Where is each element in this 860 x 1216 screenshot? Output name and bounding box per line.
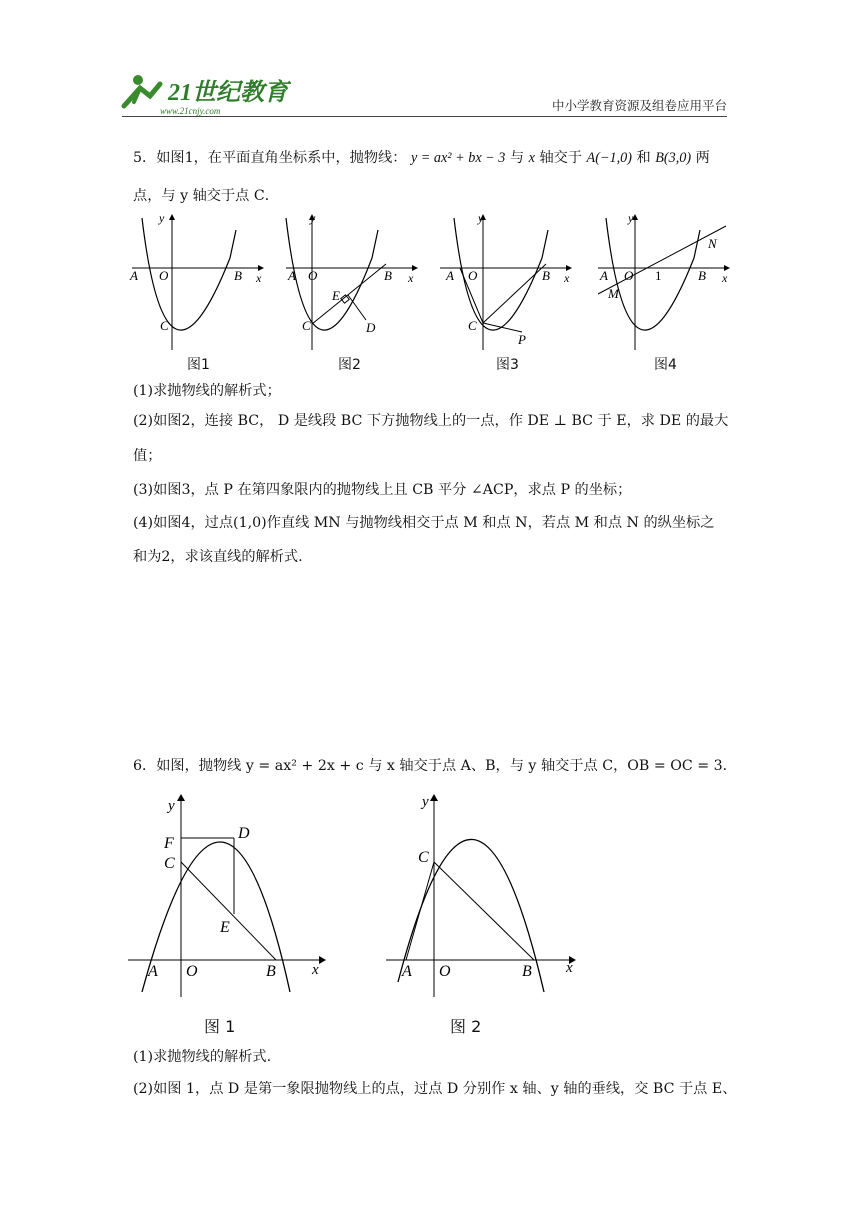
q5-point-a: A(−1,0) — [586, 150, 632, 166]
site-name: 中小学教育资源及组卷应用平台 — [551, 98, 727, 113]
q5-part4-line1: (4)如图4，过点(1,0)作直线 MN 与抛物线相交于点 M 和点 N，若点 M 和点 N 的纵坐标之 — [133, 515, 715, 531]
q5-part2-line2: 值； — [133, 448, 162, 464]
q6-fig2-caption: 图 2 — [450, 1017, 482, 1036]
q6-part1: (1)求抛物线的解析式. — [133, 1049, 272, 1065]
q5-figure-4 — [594, 210, 734, 355]
q5-point-b: B(3,0) — [655, 150, 692, 166]
label-o: O — [468, 268, 478, 283]
q5-part4-line2: 和为2，求该直线的解析式. — [133, 549, 303, 565]
q5-part2-line1: (2)如图2，连接 BC， D 是线段 BC 下方抛物线上的一点，作 DE ⊥ BC 于 E，求 DE 的最大 — [133, 413, 729, 429]
label-d: D — [238, 825, 250, 842]
q5-stem-line2: 点，与 y 轴交于点 C． — [133, 188, 279, 204]
q5-text-he: 和 — [636, 150, 651, 166]
q5-fig1-caption: 图1 — [187, 357, 210, 373]
label-o: O — [186, 963, 198, 980]
q6-fig1-caption: 图 1 — [204, 1017, 236, 1036]
label-c: C — [418, 849, 429, 866]
label-c: C — [160, 318, 169, 333]
q5-fig4-caption: 图4 — [654, 357, 677, 373]
label-o: O — [624, 268, 634, 283]
label-x: x — [566, 960, 573, 976]
label-c: C — [468, 318, 477, 333]
label-e: E — [220, 919, 230, 936]
label-o: O — [439, 963, 451, 980]
label-b: B — [522, 963, 532, 980]
label-a: A — [130, 268, 138, 283]
q6-stem: 6．如图，抛物线 y = ax² + 2x + c 与 x 轴交于点 A、B，与 y 轴交于点 C，OB = OC = 3． — [133, 758, 737, 774]
label-one: 1 — [655, 268, 662, 283]
label-e: E — [332, 288, 340, 303]
label-y: y — [159, 211, 165, 225]
q5-text-two: 两 — [695, 150, 710, 166]
label-f: F — [164, 835, 174, 852]
q5-text-and: 与 — [509, 150, 525, 166]
label-o: O — [308, 268, 318, 283]
q5-fig3-caption: 图3 — [496, 357, 519, 373]
q5-stem-line1 — [133, 148, 733, 168]
label-d: D — [366, 320, 376, 335]
q5-part1: (1)求抛物线的解析式； — [133, 383, 281, 399]
label-a: A — [148, 963, 158, 980]
label-y: y — [422, 794, 429, 810]
label-x: x — [312, 962, 319, 978]
label-p: P — [518, 332, 526, 347]
label-b: B — [698, 268, 706, 283]
q5-figure-1 — [128, 210, 268, 355]
label-a: A — [446, 268, 454, 283]
label-x: x — [564, 271, 570, 285]
q5-figure-3 — [436, 210, 576, 355]
q5-intro: 5．如图1，在平面直角坐标系中，抛物线： — [133, 150, 407, 166]
logo-url: www.21cnjy.com — [160, 106, 221, 116]
label-b: B — [266, 963, 276, 980]
label-b: B — [234, 268, 242, 283]
label-y: y — [168, 798, 175, 814]
label-c: C — [302, 318, 311, 333]
q6-figure-2 — [382, 792, 592, 1002]
label-y: y — [478, 211, 484, 225]
label-b: B — [542, 268, 550, 283]
q5-x: x — [528, 150, 535, 166]
q6-part2: (2)如图 1，点 D 是第一象限抛物线上的点，过点 D 分别作 x 轴、y 轴的垂线，交 BC 于点 E、 — [133, 1081, 737, 1097]
runner-icon — [124, 75, 160, 106]
label-a: A — [600, 268, 608, 283]
label-n: N — [708, 236, 717, 251]
label-a: A — [288, 268, 296, 283]
label-x: x — [408, 271, 414, 285]
label-b: B — [384, 268, 392, 283]
header-divider — [122, 116, 727, 117]
label-o: O — [159, 268, 169, 283]
label-x: x — [722, 271, 728, 285]
site-logo — [120, 66, 310, 118]
label-x: x — [256, 271, 262, 285]
label-a: A — [402, 963, 412, 980]
label-y: y — [628, 211, 634, 225]
q5-equation: y = ax² + bx − 3 — [410, 150, 506, 166]
label-c: C — [164, 855, 175, 872]
q5-text-axis: 轴交于 — [539, 150, 583, 166]
q6-figure-1 — [124, 792, 344, 1002]
label-m: M — [608, 286, 619, 301]
logo-text: 21世纪教育 — [168, 80, 288, 106]
q5-part3: (3)如图3，点 P 在第四象限内的抛物线上且 CB 平分 ∠ACP，求点 P 的坐标； — [133, 482, 632, 498]
q5-fig2-caption: 图2 — [338, 357, 361, 373]
label-y: y — [310, 211, 316, 225]
q5-figure-2 — [282, 210, 422, 355]
